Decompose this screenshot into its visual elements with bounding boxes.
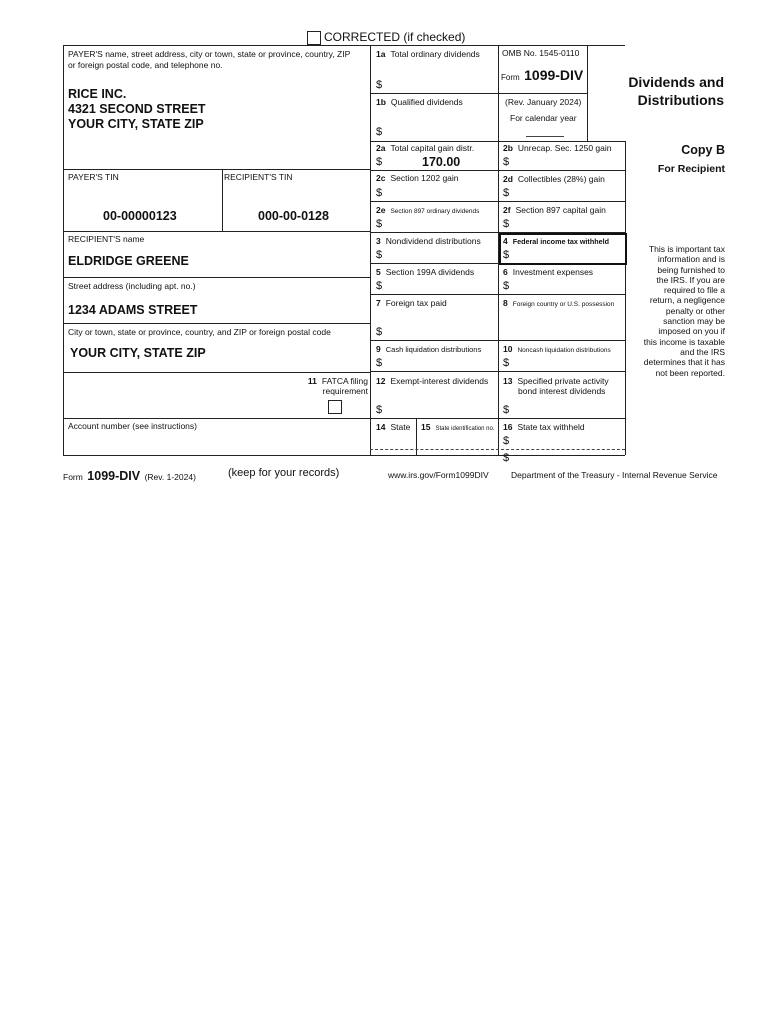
corrected-checkbox[interactable]	[307, 31, 321, 45]
line-12-bottom	[370, 418, 625, 419]
box-16-dollar-1: $	[503, 435, 510, 447]
box-2d-label: 2d Collectibles (28%) gain	[503, 174, 605, 184]
line-9-bottom	[370, 371, 625, 372]
box-9-dollar: $	[376, 357, 383, 369]
recipient-tin[interactable]: 000-00-0128	[258, 209, 329, 223]
box-2f-dollar: $	[503, 218, 510, 230]
payer-label-1: PAYER'S name, street address, city or town, state or province, country, ZIP	[68, 49, 351, 59]
copy-b-title: Copy B	[681, 143, 725, 157]
line-recipient-name-bottom	[63, 277, 370, 278]
line-2a-bottom	[370, 170, 625, 171]
fatca-label-1: 11 FATCA filing	[307, 376, 368, 386]
box-5-label: 5 Section 199A dividends	[376, 267, 475, 277]
box-2d-dollar: $	[503, 187, 510, 199]
calendar-year-blank[interactable]	[526, 136, 564, 137]
recipient-notice-line: not been reported.	[655, 367, 725, 378]
fatca-label-2: requirement	[322, 386, 368, 396]
recipient-notice-line: this income is taxable	[643, 336, 725, 347]
fatca-checkbox[interactable]	[328, 400, 342, 414]
box-4-dollar: $	[503, 249, 510, 261]
form-title: Dividends and Distributions	[628, 74, 724, 108]
box-3-dollar: $	[376, 249, 383, 261]
box-2b-label: 2b Unrecap. Sec. 1250 gain	[503, 143, 612, 153]
corrected-label: CORRECTED (if checked)	[324, 30, 466, 44]
footer-form-number: Form 1099-DIV (Rev. 1-2024)	[63, 469, 196, 483]
line-street-bottom	[63, 323, 370, 324]
recipient-name[interactable]: ELDRIDGE GREENE	[68, 254, 189, 268]
form-revision: (Rev. January 2024)	[505, 97, 582, 107]
recipient-notice	[628, 244, 725, 378]
form-number-header: Form 1099-DIV	[501, 67, 584, 83]
line-5-bottom	[370, 294, 625, 295]
box-6-dollar: $	[503, 280, 510, 292]
recipient-tin-label: RECIPIENT'S TIN	[224, 172, 293, 182]
payer-label-2: or foreign postal code, and telephone no.	[68, 60, 223, 70]
recipient-name-label: RECIPIENT'S name	[68, 234, 145, 244]
box-7-dollar: $	[376, 326, 383, 338]
calendar-year-label: For calendar year	[510, 113, 577, 123]
line-omb-form	[498, 93, 587, 94]
box-13-label-2: bond interest dividends	[518, 386, 606, 396]
line-payer-bottom	[63, 169, 370, 170]
divider-tin	[222, 169, 223, 231]
recipient-notice-line: sanction may be	[663, 316, 725, 327]
recipient-notice-line: required to file a	[664, 285, 725, 296]
box-15-label: 15 State identification no.	[421, 422, 495, 432]
recipient-city[interactable]: YOUR CITY, STATE ZIP	[70, 346, 206, 360]
line-state-dashed	[370, 449, 625, 450]
line-7-bottom	[370, 340, 625, 341]
line-2c-bottom	[370, 201, 625, 202]
payer-city[interactable]: YOUR CITY, STATE ZIP	[68, 117, 204, 131]
box-9-label: 9 Cash liquidation distributions	[376, 344, 482, 354]
box-2c-label: 2c Section 1202 gain	[376, 173, 459, 183]
form-top-border	[63, 45, 625, 46]
divider-left-boxes	[370, 45, 371, 455]
line-city-bottom	[63, 372, 370, 373]
line-tin-bottom	[63, 231, 370, 232]
box-12-label: 12 Exempt-interest dividends	[376, 376, 489, 386]
box-13-label-1: 13 Specified private activity	[503, 376, 609, 386]
payer-tin[interactable]: 00-00000123	[103, 209, 177, 223]
box-10-dollar: $	[503, 357, 510, 369]
box-5-dollar: $	[376, 280, 383, 292]
box-14-label: 14 State	[376, 422, 411, 432]
box-2a-dollar: $	[376, 156, 383, 168]
box-2e-label: 2e Section 897 ordinary dividends	[376, 205, 480, 215]
box-7-label: 7 Foreign tax paid	[376, 298, 447, 308]
omb-number: OMB No. 1545-0110	[502, 48, 580, 58]
box-2f-label: 2f Section 897 capital gain	[503, 205, 606, 215]
box-1a-dollar: $	[376, 79, 383, 91]
box-2a-value[interactable]: 170.00	[422, 155, 461, 169]
recipient-street[interactable]: 1234 ADAMS STREET	[68, 303, 198, 317]
account-label: Account number (see instructions)	[68, 421, 197, 431]
box-8-label: 8 Foreign country or U.S. possession	[503, 298, 615, 308]
box-4-label: 4 Federal income tax withheld	[503, 236, 609, 246]
recipient-street-label: Street address (including apt. no.)	[68, 281, 196, 291]
recipient-notice-line: the IRS. If you are	[656, 274, 725, 285]
payer-name[interactable]: RICE INC.	[68, 87, 127, 101]
recipient-notice-line: imposed on you if	[658, 326, 725, 337]
recipient-notice-line: being furnished to	[657, 264, 725, 275]
box-16-label: 16 State tax withheld	[503, 422, 585, 432]
recipient-notice-line: This is important tax	[648, 244, 725, 254]
footer-keep: (keep for your records)	[228, 467, 340, 479]
box-1a-label: 1a Total ordinary dividends	[376, 49, 480, 59]
divider-omb	[587, 45, 588, 141]
line-fatca-bottom	[63, 418, 370, 419]
box-12-dollar: $	[376, 404, 383, 416]
box-2a-label: 2a Total capital gain distr.	[376, 143, 475, 153]
recipient-notice-line: determines that it has	[643, 357, 725, 368]
footer-url[interactable]: www.irs.gov/Form1099DIV	[388, 470, 489, 480]
box-3-label: 3 Nondividend distributions	[376, 236, 481, 246]
recipient-notice-line: return, a negligence	[649, 295, 725, 306]
footer-department: Department of the Treasury - Internal Revenue Service	[511, 470, 718, 480]
box-13-dollar: $	[503, 404, 510, 416]
payer-street[interactable]: 4321 SECOND STREET	[68, 102, 206, 116]
recipient-notice-line: penalty or other	[665, 305, 725, 316]
copy-b-for: For Recipient	[657, 163, 725, 175]
box-2b-dollar: $	[503, 156, 510, 168]
box-2e-dollar: $	[376, 218, 383, 230]
recipient-notice-line: and the IRS	[680, 346, 725, 357]
box-2c-dollar: $	[376, 187, 383, 199]
recipient-notice-line: information and is	[657, 254, 725, 265]
payer-tin-label: PAYER'S TIN	[68, 172, 119, 182]
recipient-city-label: City or town, state or province, country, and ZIP or foreign postal code	[68, 327, 331, 337]
box-10-label: 10 Noncash liquidation distributions	[503, 344, 611, 354]
box-6-label: 6 Investment expenses	[503, 267, 594, 277]
form-right-border	[625, 141, 626, 455]
form-left-border	[63, 45, 64, 455]
line-1b-bottom	[370, 141, 625, 142]
box-1b-dollar: $	[376, 126, 383, 138]
form-bottom-border	[63, 455, 625, 456]
line-1a-bottom	[370, 93, 498, 94]
box-16-dollar-2: $	[503, 452, 510, 464]
box-1b-label: 1b Qualified dividends	[376, 97, 463, 107]
